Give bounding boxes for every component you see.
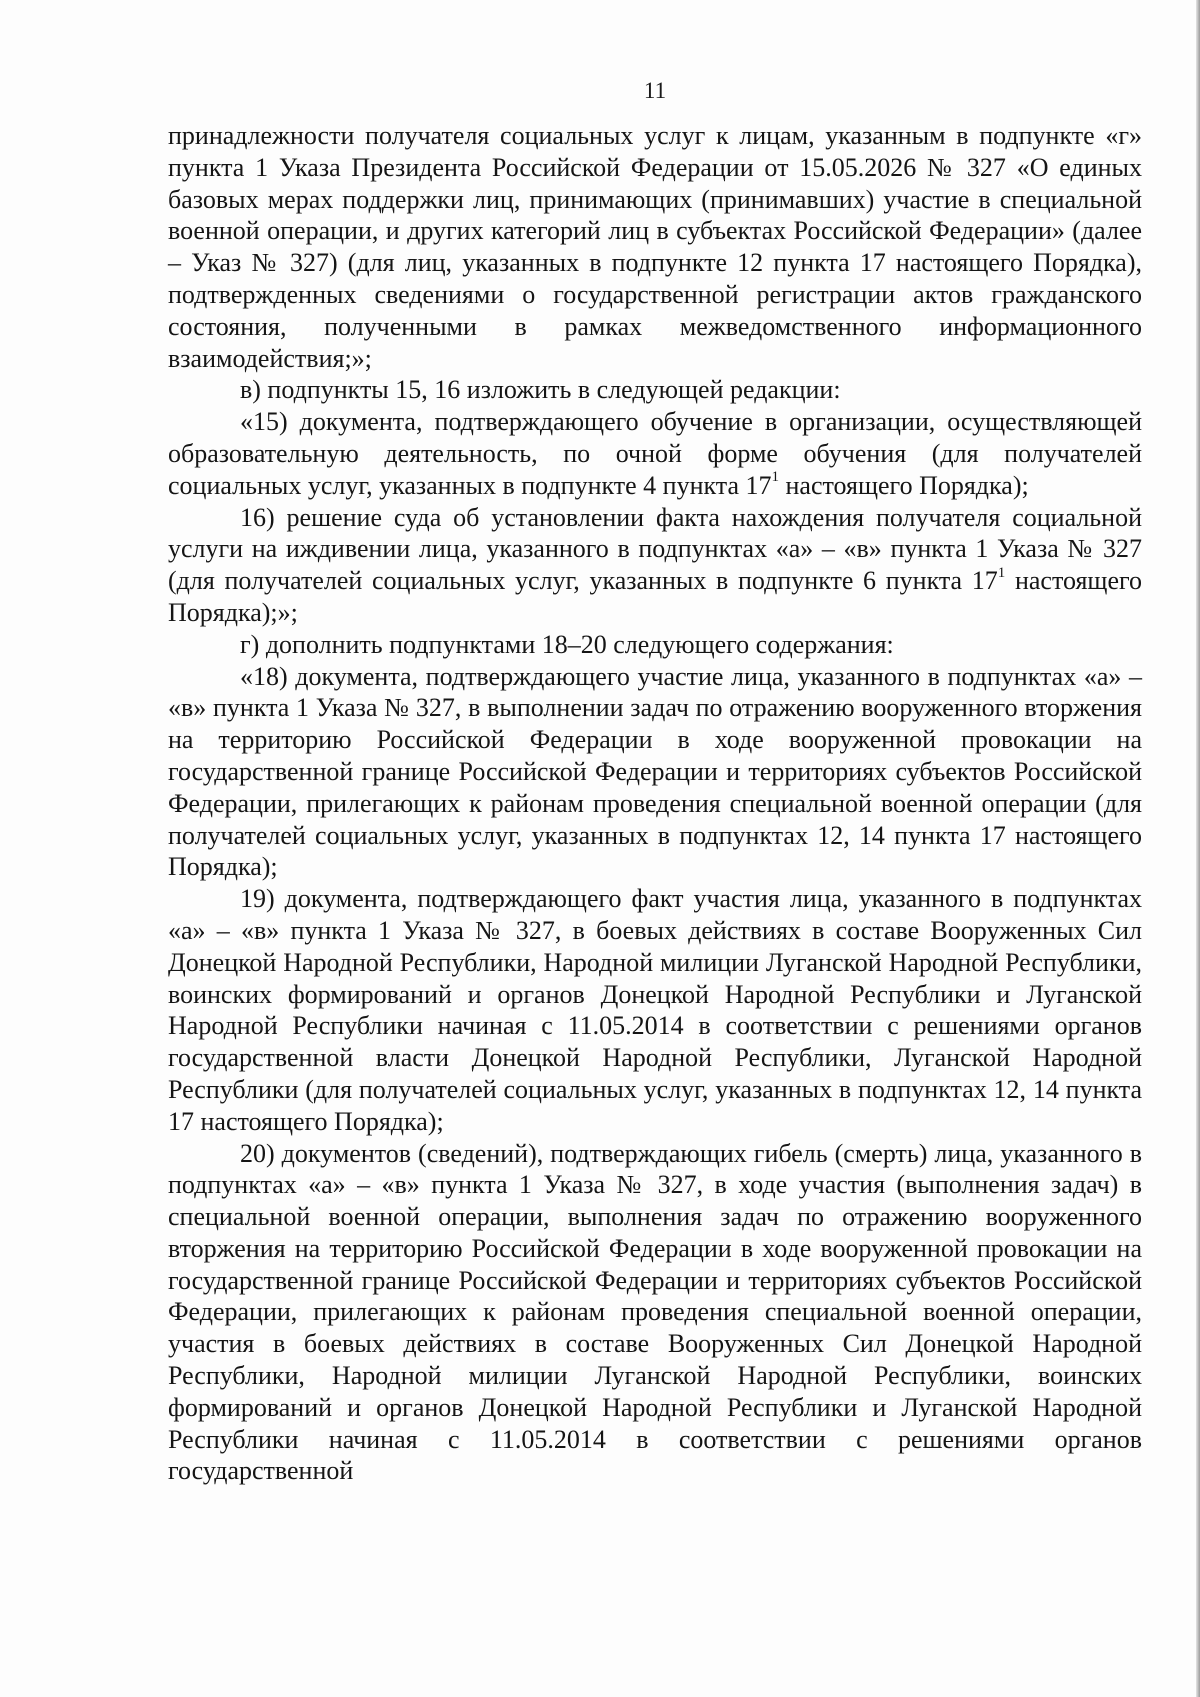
page-number: 11 [643, 78, 667, 103]
paragraph-7 [168, 883, 1142, 1137]
paragraph-6-text: «18) документа, подтверждающего участие лица, указанного в подпунктах «а» – «в» пункта 1 Указа № 327, в выполнении задач по отражению вооруженного вторжения на территорию Российской Федерации в ходе вооруженной провокации на государственной границе Российской Федерации и территориях субъектов Российской Федерации, прилегающих к районам проведения специальной военной операции (для получателей социальных услуг, указанных в подпунктах 12, 14 пункта 17 настоящего Порядка); [168, 661, 1142, 882]
paragraph-4-text: 16) решение суда об установлении факта нахождения получателя социальной услуги на иждивении лица, указанного в подпунктах «а» – «в» пункта 1 Указа № 327 (для получателей социальных услуг, указанных в подпункте 6 пункта 17 [168, 502, 1142, 596]
paragraph-2 [168, 374, 1142, 406]
paragraph-5-text: г) дополнить подпунктами 18–20 следующего содержания: [240, 629, 894, 659]
paragraph-3 [168, 406, 1142, 501]
paragraph-4-tail: настоящего Порядка);»; [168, 566, 1142, 627]
paragraph-6 [168, 661, 1142, 884]
paragraph-7-text: 19) документа, подтверждающего факт участия лица, указанного в подпунктах «а» – «в» пункта 1 Указа № 327, в боевых действиях в составе Вооруженных Сил Донецкой Народной Республики, Народной милиции Луганской Народной Республики, воинских формирований и органов Донецкой Народной Республики и Луганской Народной Республики начиная с 11.05.2014 в соответствии с решениями органов государственной власти Донецкой Народной Республики, Луганской Народной Республики (для получателей социальных услуг, указанных в подпунктах 12, 14 пункта 17 настоящего Порядка); [168, 884, 1142, 1136]
paragraph-8-text: 20) документов (сведений), подтверждающих гибель (смерть) лица, указанного в подпунктах «а» – «в» пункта 1 Указа № 327, в ходе участия (выполнения задач) в специальной военной операции, выполнения задач по отражению вооруженного вторжения на территорию Российской Федерации в ходе вооруженной провокации на государственной границе Российской Федерации и территориях субъектов Российской Федерации, прилегающих к районам проведения специальной военной операции, участия в боевых действиях в составе Вооруженных Сил Донецкой Народной Республики, Народной милиции Луганской Народной Республики, воинских формирований и органов Донецкой Народной Республики и Луганской Народной Республики начиная с 11.05.2014 в соответствии с решениями органов государственной [168, 1138, 1142, 1486]
paragraph-3-text: «15) документа, подтверждающего обучение в организации, осуществляющей образовательную деятельность, по очной форме обучения (для получателей социальных услуг, указанных в подпункте 4 пункта 17 [168, 407, 1142, 500]
paragraph-5 [168, 629, 1142, 661]
paragraph-1-text: принадлежности получателя социальных услуг к лицам, указанным в подпункте «г» пункта 1 Указа Президента Российской Федерации от 15.05.2026 № 327 «О единых базовых мерах поддержки лиц, принимающих (принимавших) участие в специальной военной операции, и других категорий лиц в субъектах Российской Федерации» (далее – Указ № 327) (для лиц, указанных в подпункте 12 пункта 17 настоящего Порядка), подтвержденных сведениями о государственной регистрации актов гражданского состояния, полученными в рамках межведомственного информационного взаимодействия;»; [168, 121, 1142, 373]
paragraph-2-text: в) подпункты 15, 16 изложить в следующей редакции: [240, 375, 841, 405]
paragraph-4-superscript: 1 [997, 564, 1006, 581]
paragraph-3-tail: настоящего Порядка); [779, 470, 1029, 500]
paragraph-8 [168, 1138, 1142, 1488]
paragraph-1 [168, 120, 1142, 374]
paragraph-3-superscript: 1 [771, 469, 780, 486]
paragraph-4 [168, 502, 1142, 629]
document-body [168, 120, 1142, 1487]
page-edge [1196, 0, 1200, 1697]
